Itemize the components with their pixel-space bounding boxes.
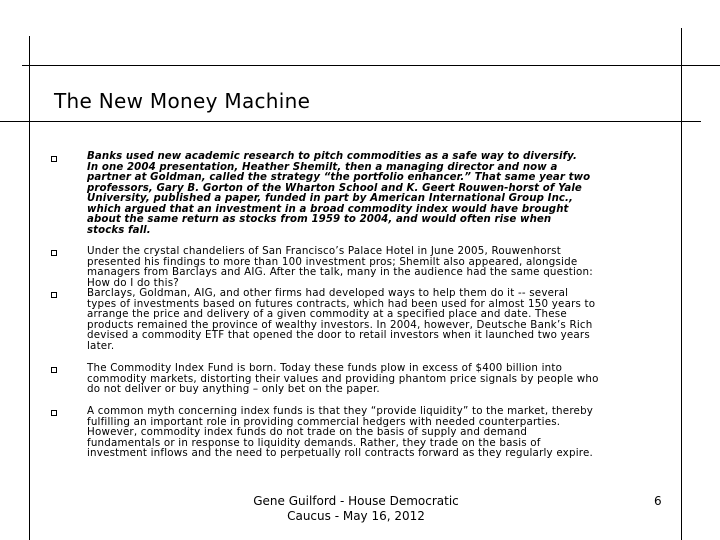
bullet-text-line: professors, Gary B. Gorton of the Wharton School and K. Geert Rouwen-horst of Yale (87, 182, 582, 194)
bullet-text-line: products remained the province of wealthy investors. In 2004, however, Deutsche Bank’s Rich (87, 318, 593, 331)
bullet-square-icon (51, 156, 57, 162)
bullet-text-line: which argued that an investment in a broad commodity index would have brought (87, 203, 569, 215)
slide-footer (226, 494, 486, 524)
bullet-text-line: However, commodity index funds do not trade on the basis of supply and demand (87, 426, 528, 438)
bullet-text-line: fundamentals or in response to liquidity demands. Rather, they trade on the basis of (87, 436, 541, 449)
bullet-square-icon (51, 410, 57, 416)
bullet-text-line: Under the crystal chandeliers of San Francisco’s Palace Hotel in June 2005, Rouwenhorst (87, 245, 561, 257)
bullet-text-line: fulfilling an important role in providing commercial hedgers with needed counterparties. (87, 415, 561, 428)
slide-title: The New Money Machine (54, 89, 311, 113)
bullet-text-line: arrange the price and delivery of a given commodity at a specified place and date. These (87, 308, 567, 320)
bullet-text-line: stocks fall. (87, 224, 151, 236)
bullet-text-line: A common myth concerning index funds is that they “provide liquidity” to the market, thereby (87, 405, 594, 417)
bullet-text-line: managers from Barclays and AIG. After the talk, many in the audience had the same question: (87, 266, 593, 278)
bullet-text-line: How do I do this? (87, 276, 179, 289)
bullet-text-line: devised a commodity ETF that opened the door to retail investors when it launched two years (87, 329, 590, 341)
bullet-text-line: In one 2004 presentation, Heather Shemilt, then a managing director and now a (87, 161, 558, 173)
page-number: 6 (654, 494, 662, 508)
bullet-text-line: partner at Goldman, called the strategy “the portfolio enhancer.” That same year two (87, 172, 591, 183)
bullet-square-icon (51, 250, 57, 256)
bullet-text-line: University, published a paper, funded in part by American International Group Inc., (87, 193, 573, 204)
bullet-text-line: about the same return as stocks from 1959 to 2004, and would often rise when (87, 214, 552, 225)
bullet-text-line: presented his findings to more than 100 investment pros; Shemilt also appeared, alongside (87, 255, 578, 268)
bullet-text-line: do not deliver or buy anything – only bet on the paper. (87, 383, 380, 395)
bullet-text-line: investment inflows and the need to perpetually roll contracts forward as they regularly expire. (87, 447, 593, 459)
bullet-text-line: commodity markets, distorting their values and providing phantom price signals by people who (87, 372, 599, 385)
bullet-text-line: later. (87, 339, 115, 352)
bullet-text-line: The Commodity Index Fund is born. Today these funds plow in excess of $400 billion into (87, 362, 563, 374)
bullet-text-line: Barclays, Goldman, AIG, and other firms had developed ways to help them do it -- several (87, 287, 569, 299)
bullet-text-line: types of investments based on futures contracts, which had been used for almost 150 years to (87, 297, 596, 310)
bullet-square-icon (51, 292, 57, 298)
footer-line-2: Caucus - May 16, 2012 (287, 509, 425, 523)
bullet-text-line: Banks used new academic research to pitch commodities as a safe way to diversify. (87, 151, 577, 162)
footer-line-1: Gene Guilford - House Democratic (253, 494, 459, 508)
bullet-square-icon (51, 367, 57, 373)
